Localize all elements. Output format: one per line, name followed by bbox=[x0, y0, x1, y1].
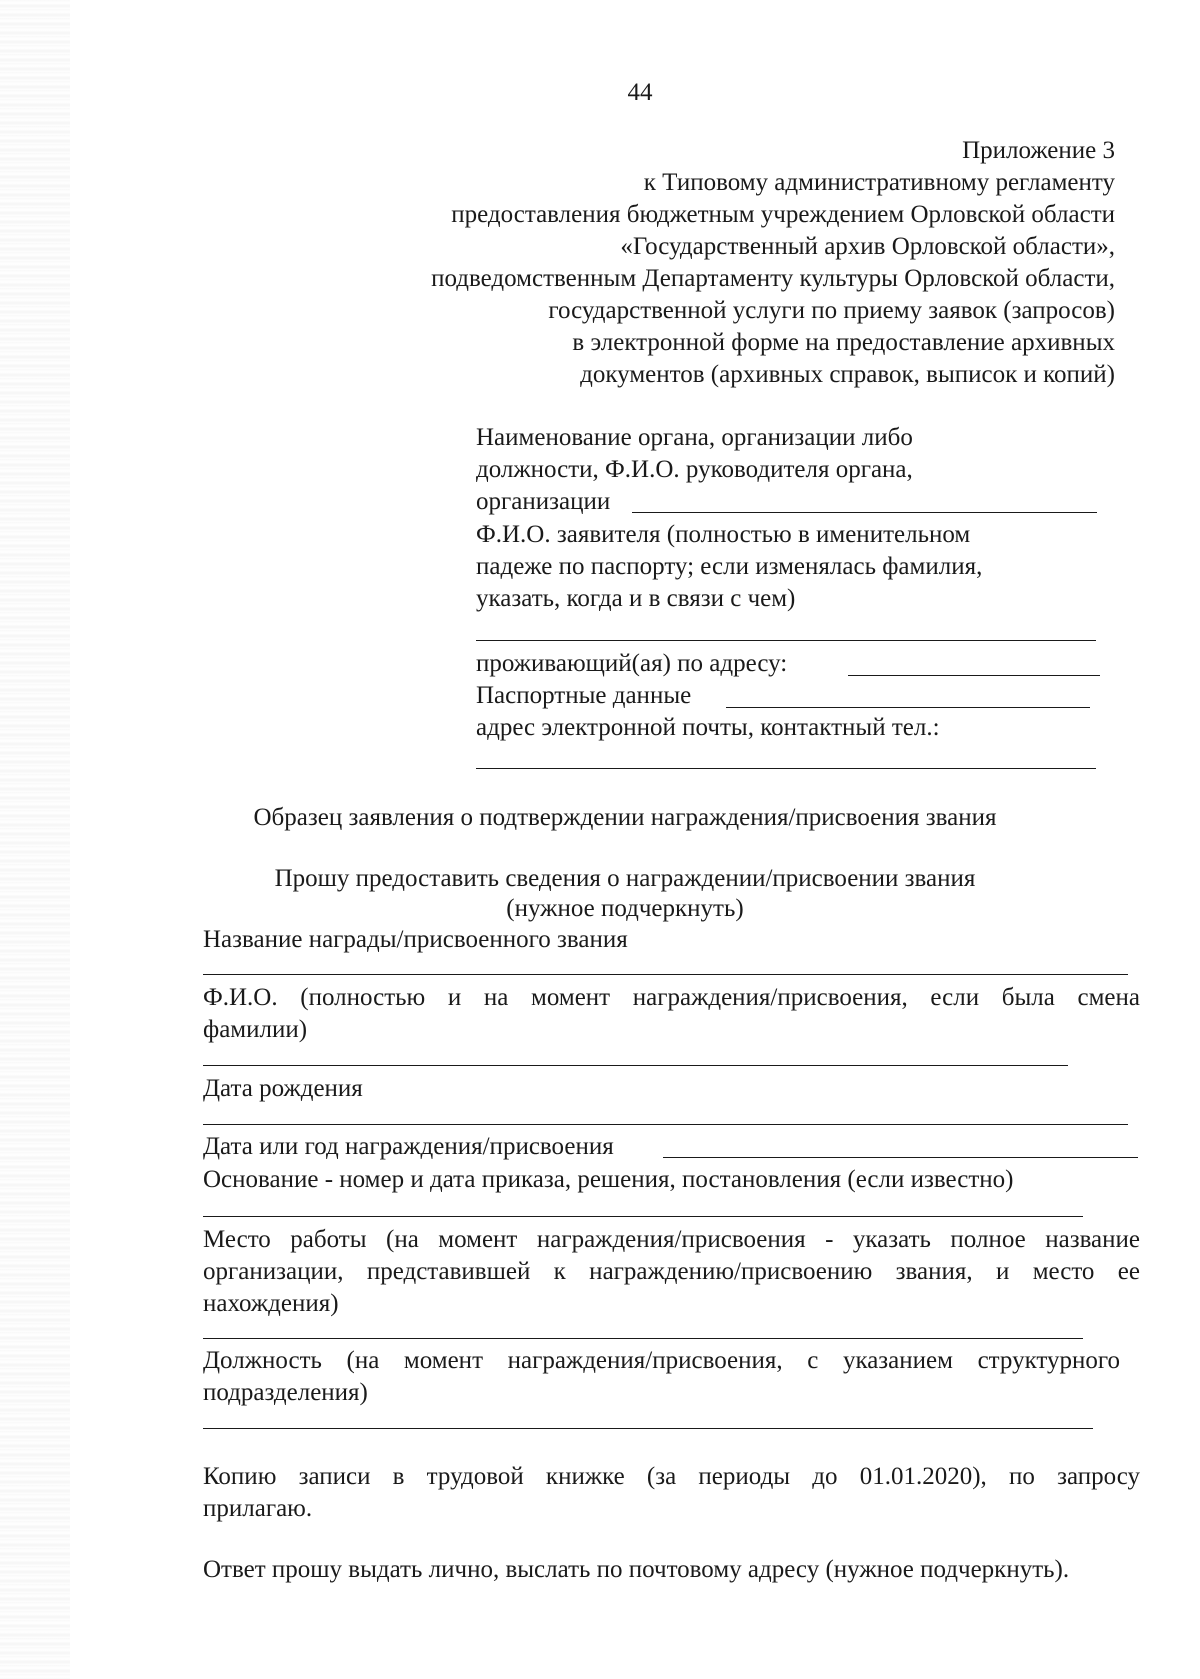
copy-statement-line-2: прилагаю. bbox=[203, 1495, 313, 1522]
appendix-line-2: к Типовому административному регламенту bbox=[643, 169, 1115, 196]
applicant-blank-line[interactable] bbox=[476, 640, 1096, 641]
birth-date-label: Дата рождения bbox=[203, 1075, 363, 1102]
award-name-label: Название награды/присвоенного звания bbox=[203, 926, 628, 953]
fio-blank-line[interactable] bbox=[203, 1065, 1068, 1066]
workplace-label-line-2: организации, представившей к награждению/присвоению звания, и место ее bbox=[203, 1258, 1140, 1285]
passport-label: Паспортные данные bbox=[476, 682, 692, 709]
award-date-blank-line[interactable] bbox=[663, 1157, 1138, 1158]
passport-blank-line[interactable] bbox=[726, 707, 1090, 708]
applicant-label-line-3: указать, когда и в связи с чем) bbox=[476, 585, 796, 612]
workplace-blank-line[interactable] bbox=[203, 1338, 1083, 1339]
address-label: проживающий(ая) по адресу: bbox=[476, 650, 788, 677]
fio-label-line-2: фамилии) bbox=[203, 1016, 308, 1043]
fio-label-line-1: Ф.И.О. (полностью и на момент награждения/присвоения, если была смена bbox=[203, 984, 1140, 1011]
contact-blank-line[interactable] bbox=[476, 768, 1096, 769]
basis-label: Основание - номер и дата приказа, решения, постановления (если известно) bbox=[203, 1166, 1014, 1193]
position-blank-line[interactable] bbox=[203, 1428, 1093, 1429]
request-line-2: (нужное подчеркнуть) bbox=[506, 895, 744, 922]
applicant-label-line-2: падеже по паспорту; если изменялась фамилия, bbox=[476, 553, 983, 580]
answer-delivery-statement: Ответ прошу выдать лично, выслать по почтовому адресу (нужное подчеркнуть). bbox=[203, 1556, 1070, 1583]
basis-blank-line[interactable] bbox=[203, 1216, 1083, 1217]
award-date-label: Дата или год награждения/присвоения bbox=[203, 1133, 614, 1160]
org-label-line-1: Наименование органа, организации либо bbox=[476, 424, 913, 451]
appendix-line-4: «Государственный архив Орловской области», bbox=[620, 233, 1115, 260]
org-label-line-2: должности, Ф.И.О. руководителя органа, bbox=[476, 456, 913, 483]
workplace-label-line-1: Место работы (на момент награждения/присвоения - указать полное название bbox=[203, 1226, 1140, 1253]
contact-label: адрес электронной почты, контактный тел.: bbox=[476, 714, 940, 741]
scan-edge-artifact bbox=[0, 0, 70, 1679]
appendix-line-1: Приложение 3 bbox=[962, 137, 1115, 164]
applicant-label-line-1: Ф.И.О. заявителя (полностью в именительном bbox=[476, 521, 971, 548]
award-name-blank-line[interactable] bbox=[203, 974, 1128, 975]
appendix-line-7: в электронной форме на предоставление архивных bbox=[572, 329, 1115, 356]
address-blank-line[interactable] bbox=[848, 675, 1100, 676]
copy-statement-line-1: Копию записи в трудовой книжке (за периоды до 01.01.2020), по запросу bbox=[203, 1463, 1140, 1490]
org-label-line-3: организации bbox=[476, 488, 611, 515]
page-number: 44 bbox=[627, 79, 653, 106]
position-label-line-1: Должность (на момент награждения/присвоения, с указанием структурного bbox=[203, 1347, 1120, 1374]
request-line-1: Прошу предоставить сведения о награждении/присвоении звания bbox=[274, 865, 976, 892]
appendix-line-8: документов (архивных справок, выписок и копий) bbox=[580, 361, 1115, 388]
position-label-line-2: подразделения) bbox=[203, 1379, 368, 1406]
appendix-line-5: подведомственным Департаменту культуры Орловской области, bbox=[431, 265, 1115, 292]
form-title: Образец заявления о подтверждении награждения/присвоения звания bbox=[253, 804, 997, 831]
workplace-label-line-3: нахождения) bbox=[203, 1290, 339, 1317]
appendix-line-3: предоставления бюджетным учреждением Орловской области bbox=[451, 201, 1115, 228]
appendix-line-6: государственной услуги по приему заявок (запросов) bbox=[548, 297, 1115, 324]
org-blank-line[interactable] bbox=[632, 512, 1097, 513]
birth-date-blank-line[interactable] bbox=[203, 1124, 1128, 1125]
